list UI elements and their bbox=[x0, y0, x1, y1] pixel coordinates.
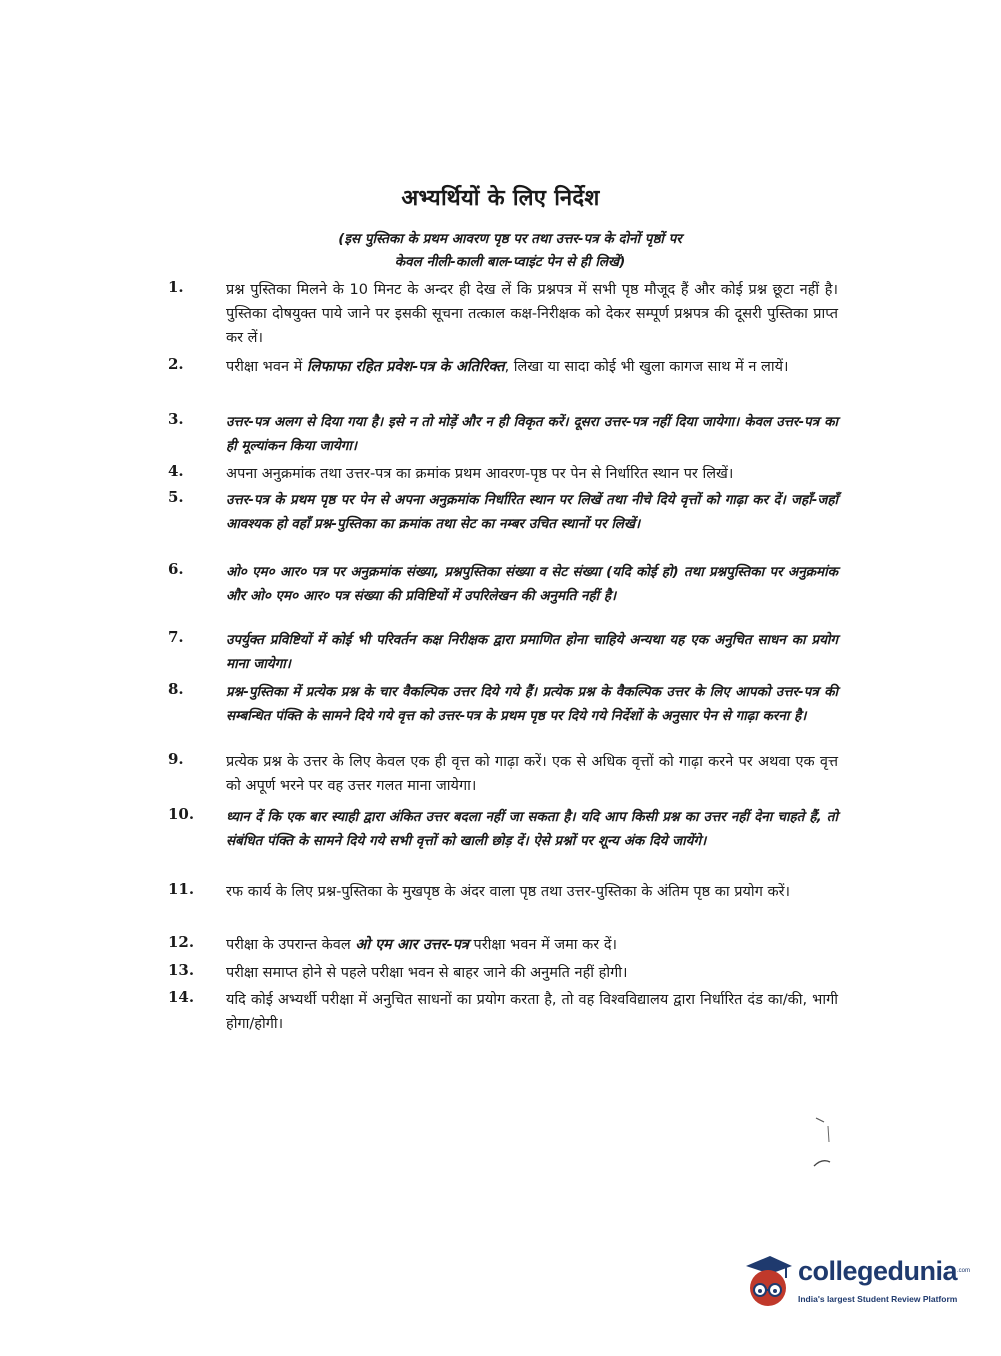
collegedunia-watermark bbox=[740, 1250, 970, 1320]
instruction-number: 1. bbox=[168, 278, 184, 296]
instruction-text-part: , लिखा या सादा कोई भी खुला कागज साथ में न लायें। bbox=[504, 359, 789, 375]
instruction-number: 3. bbox=[168, 410, 184, 428]
subtitle-line-1: (इस पुस्तिका के प्रथम आवरण पृष्ठ पर तथा उत्तर-पत्र के दोनों पृष्ठों पर bbox=[338, 231, 682, 247]
instruction-number: 5. bbox=[168, 488, 184, 506]
instruction-number: 8. bbox=[168, 680, 184, 698]
brand-name: collegedunia bbox=[798, 1256, 958, 1286]
brand-tagline: India's largest Student Review Platform bbox=[798, 1294, 958, 1304]
instruction-number: 11. bbox=[168, 880, 195, 898]
pen-scribble-mark bbox=[812, 1112, 852, 1172]
instruction-text-emphasis: ओ एम आर उत्तर-पत्र bbox=[355, 937, 469, 953]
instruction-number: 6. bbox=[168, 560, 184, 578]
instruction-number: 12. bbox=[168, 933, 195, 951]
instruction-text bbox=[226, 355, 838, 379]
instruction-number: 14. bbox=[168, 988, 195, 1006]
subtitle-line-2: केवल नीली-काली बाल-प्वाइंट पेन से ही लिखें) bbox=[394, 254, 626, 270]
instruction-text: उत्तर-पत्र अलग से दिया गया है। इसे न तो मोड़ें और न ही विकृत करें। दूसरा उत्तर-पत्र नहीं दिया जायेगा। केवल उत्तर-पत्र का ही मूल्यांकन किया जायेगा। bbox=[226, 414, 838, 454]
instruction-text: अपना अनुक्रमांक तथा उत्तर-पत्र का क्रमांक प्रथम आवरण-पृष्ठ पर पेन से निर्धारित स्थान पर लिखें। bbox=[226, 466, 734, 482]
instruction-text: प्रश्न पुस्तिका मिलने के 10 मिनट के अन्दर ही देख लें कि प्रश्नपत्र में सभी पृष्ठ मौजूद हैं और कोई प्रश्न छूटा नहीं है। पुस्तिका दोषयुक्त पाये जाने पर इसकी सूचना तत्काल कक्ष-निरीक्षक को देकर सम्पूर्ण प्रश्नपत्र की दूसरी पुस्तिका प्राप्त कर लें। bbox=[226, 282, 838, 346]
instruction-text: रफ कार्य के लिए प्रश्न-पुस्तिका के मुखपृष्ठ के अंदर वाला पृष्ठ तथा उत्तर-पुस्तिका के अंतिम पृष्ठ का प्रयोग करें। bbox=[226, 884, 791, 900]
instruction-text-emphasis: लिफाफा रहित प्रवेश-पत्र के अतिरिक्त bbox=[306, 359, 505, 375]
instruction-text: प्रत्येक प्रश्न के उत्तर के लिए केवल एक ही वृत्त को गाढ़ा करें। एक से अधिक वृत्तों को गाढ़ा करने पर अथवा एक वृत्त को अपूर्ण भरने पर वह उत्तर गलत माना जायेगा। bbox=[226, 754, 838, 794]
instruction-text: प्रश्न-पुस्तिका में प्रत्येक प्रश्न के चार वैकल्पिक उत्तर दिये गये हैं। प्रत्येक प्रश्न के वैकल्पिक उत्तर के लिए आपको उत्तर-पत्र की सम्बन्धित पंक्ति के सामने दिये गये वृत्त को उत्तर-पत्र के प्रथम पृष्ठ पर दिये गये निर्देशों के अनुसार पेन से गाढ़ा करना है। bbox=[226, 684, 838, 724]
instruction-number: 10. bbox=[168, 805, 195, 823]
instruction-text-part: परीक्षा भवन में जमा कर दें। bbox=[468, 937, 618, 953]
mascot-logo-icon bbox=[740, 1252, 794, 1314]
instruction-number: 4. bbox=[168, 462, 184, 480]
page-subtitle bbox=[210, 228, 810, 274]
instruction-text-part: परीक्षा के उपरान्त केवल bbox=[226, 937, 356, 953]
instruction-text: उपर्युक्त प्रविष्टियों में कोई भी परिवर्तन कक्ष निरीक्षक द्वारा प्रमाणित होना चाहिये अन्यथा यह एक अनुचित साधन का प्रयोग माना जायेगा। bbox=[226, 632, 838, 672]
instruction-text-part: परीक्षा भवन में bbox=[226, 359, 307, 375]
instruction-number: 7. bbox=[168, 628, 184, 646]
instruction-text: ओ० एम० आर० पत्र पर अनुक्रमांक संख्या, प्रश्नपुस्तिका संख्या व सेट संख्या (यदि कोई हो) तथा प्रश्नपुस्तिका पर अनुक्रमांक और ओ० एम० आर० पत्र संख्या की प्रविष्टियों में उपरिलेखन की अनुमति नहीं है। bbox=[226, 564, 838, 604]
page-title: अभ्यर्थियों के लिए निर्देश bbox=[401, 186, 600, 211]
instruction-number: 13. bbox=[168, 961, 195, 979]
instruction-number: 2. bbox=[168, 355, 184, 373]
instruction-text: उत्तर-पत्र के प्रथम पृष्ठ पर पेन से अपना अनुक्रमांक निर्धारित स्थान पर लिखें तथा नीचे दिये वृत्तों को गाढ़ा कर दें। जहाँ-जहाँ आवश्यक हो वहाँ प्रश्न-पुस्तिका का क्रमांक तथा सेट का नम्बर उचित स्थानों पर लिखें। bbox=[226, 492, 838, 532]
brand-dotcom: .com bbox=[957, 1268, 971, 1274]
instruction-number: 9. bbox=[168, 750, 184, 768]
instruction-text: परीक्षा समाप्त होने से पहले परीक्षा भवन से बाहर जाने की अनुमति नहीं होगी। bbox=[226, 965, 628, 981]
instruction-text: ध्यान दें कि एक बार स्याही द्वारा अंकित उत्तर बदला नहीं जा सकता है। यदि आप किसी प्रश्न का उत्तर नहीं देना चाहते हैं, तो संबंधित पंक्ति के सामने दिये गये सभी वृत्तों को खाली छोड़ दें। ऐसे प्रश्नों पर शून्य अंक दिये जायेंगे। bbox=[226, 809, 838, 849]
instruction-text bbox=[226, 933, 838, 957]
instruction-text: यदि कोई अभ्यर्थी परीक्षा में अनुचित साधनों का प्रयोग करता है, तो वह विश्वविद्यालय द्वारा निर्धारित दंड का/की, भागी होगा/होगी। bbox=[226, 992, 838, 1032]
